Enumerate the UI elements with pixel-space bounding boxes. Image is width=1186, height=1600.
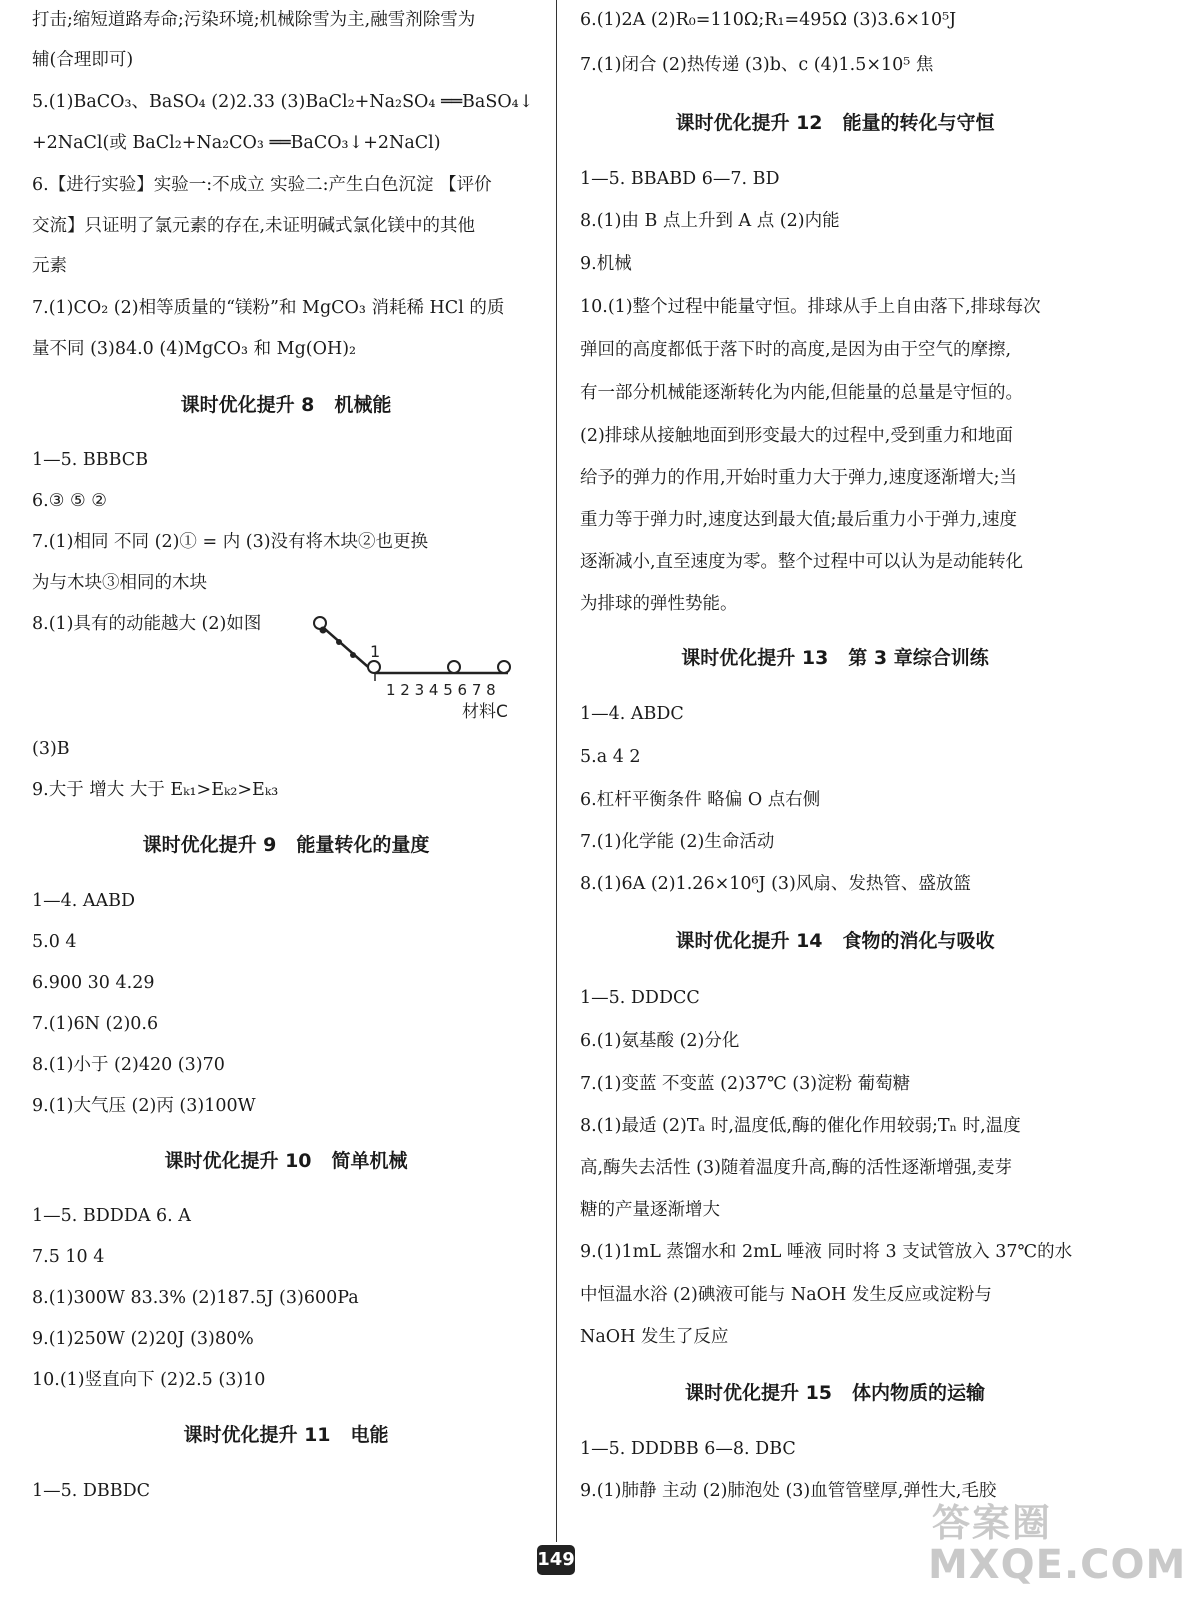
heading-label: 课时优化提升 12: [675, 112, 823, 134]
ball-dot: [336, 639, 342, 645]
heading-topic: 能量的转化与守恒: [842, 112, 995, 134]
text-line: (2)排球从接触地面到形变最大的过程中,受到重力和地面: [580, 426, 1013, 446]
section-heading-9: [32, 832, 540, 858]
section-heading-14: [580, 928, 1090, 954]
text-line: 1—5. BDDDA 6. A: [32, 1206, 191, 1226]
text-line: 7.(1)6N (2)0.6: [32, 1014, 159, 1034]
text-line: 1—5. DDDBB 6—8. DBC: [580, 1439, 796, 1459]
text-line: 量不同 (3)84.0 (4)MgCO₃ 和 Mg(OH)₂: [32, 339, 357, 359]
heading-label: 课时优化提升 9: [142, 834, 277, 856]
text-line: 1—5. BBABD 6—7. BD: [580, 169, 780, 189]
text-line: 7.(1)化学能 (2)生命活动: [580, 832, 775, 852]
text-line: 7.(1)闭合 (2)热传递 (3)b、c (4)1.5×10⁵ 焦: [580, 55, 934, 75]
text-line: 10.(1)整个过程中能量守恒。排球从手上自由落下,排球每次: [580, 297, 1041, 317]
text-line: 5.(1)BaCO₃、BaSO₄ (2)2.33 (3)BaCl₂+Na₂SO₄ ══BaSO₄↓: [32, 92, 534, 112]
text-line: 9.大于 增大 大于 Eₖ₁>Eₖ₂>Eₖ₃: [32, 780, 279, 800]
text-line: 9.(1)250W (2)20J (3)80%: [32, 1329, 254, 1349]
text-line: 交流】只证明了氯元素的存在,未证明碱式氯化镁中的其他: [32, 216, 476, 236]
heading-topic: 简单机械: [331, 1150, 408, 1172]
text-line: 9.(1)肺静 主动 (2)肺泡处 (3)血管管壁厚,弹性大,毛胶: [580, 1481, 997, 1501]
tick-labels: 1 2 3 4 5 6 7 8: [386, 681, 496, 699]
watermark-logo: [922, 1492, 1186, 1592]
text-line: 为排球的弹性势能。: [580, 594, 738, 614]
text-line: 8.(1)由 B 点上升到 A 点 (2)内能: [580, 211, 840, 231]
text-line: 10.(1)竖直向下 (2)2.5 (3)10: [32, 1370, 266, 1390]
text-line: 9.(1)大气压 (2)丙 (3)100W: [32, 1096, 256, 1116]
text-line: 1—5. DBBDC: [32, 1481, 151, 1501]
text-line: 1—5. DDDCC: [580, 988, 700, 1008]
text-line: 8.(1)小于 (2)420 (3)70: [32, 1055, 225, 1075]
heading-label: 课时优化提升 10: [164, 1150, 312, 1172]
text-line: 6.(1)氨基酸 (2)分化: [580, 1031, 740, 1051]
heading-topic: 电能: [350, 1424, 389, 1446]
section-heading-13: [580, 645, 1090, 671]
text-line: 6.杠杆平衡条件 略偏 O 点右侧: [580, 790, 821, 810]
text-line: 8.(1)300W 83.3% (2)187.5J (3)600Pa: [32, 1288, 359, 1308]
text-line: 9.机械: [580, 254, 632, 274]
heading-label: 课时优化提升 15: [684, 1382, 833, 1404]
text-line: 7.(1)变蓝 不变蓝 (2)37℃ (3)淀粉 葡萄糖: [580, 1074, 911, 1094]
heading-label: 课时优化提升 14: [675, 930, 823, 952]
section-heading-8: [32, 392, 540, 418]
text-line: 5.a 4 2: [580, 747, 641, 767]
text-line: 给予的弹力的作用,开始时重力大于弹力,速度逐渐增大;当: [580, 468, 1018, 488]
text-line: 8.(1)最适 (2)Tₐ 时,温度低,酶的催化作用较弱;Tₙ 时,温度: [580, 1116, 1021, 1136]
text-line: 6.③ ⑤ ②: [32, 491, 107, 511]
text-line: 5.0 4: [32, 932, 77, 952]
material-label: 材料C: [462, 702, 508, 722]
section-heading-12: [580, 110, 1090, 136]
ball-dot: [350, 652, 356, 658]
text-line: 中恒温水浴 (2)碘液可能与 NaOH 发生反应或淀粉与: [580, 1285, 992, 1305]
heading-topic: 第 3 章综合训练: [848, 647, 989, 669]
text-line: 9.(1)1mL 蒸馏水和 2mL 唾液 同时将 3 支试管放入 37℃的水: [580, 1242, 1073, 1262]
text-line: 糖的产量逐渐增大: [580, 1200, 720, 1220]
ramp-line: [318, 623, 375, 673]
text-line: 重力等于弹力时,速度达到最大值;最后重力小于弹力,速度: [580, 510, 1018, 530]
heading-label: 课时优化提升 8: [180, 394, 315, 416]
text-line: 弹回的高度都低于落下时的高度,是因为由于空气的摩擦,: [580, 340, 1012, 360]
section-heading-10: [32, 1148, 540, 1174]
text-line: 1—5. BBBCB: [32, 450, 149, 470]
text-line: 6.【进行实验】实验一:不成立 实验二:产生白色沉淀 【评价: [32, 175, 492, 195]
page-number: 149: [537, 1545, 575, 1575]
text-line: 打击;缩短道路寿命;污染环境;机械除雪为主,融雪剂除雪为: [32, 10, 476, 30]
heading-topic: 能量转化的量度: [296, 834, 430, 856]
watermark-bottom: MXQE.COM: [928, 1542, 1186, 1588]
column-divider: [556, 0, 557, 1542]
text-line: 7.(1)相同 不同 (2)① = 内 (3)没有将木块②也更换: [32, 532, 429, 552]
heading-label: 课时优化提升 13: [681, 647, 829, 669]
watermark-top: 答案圈: [932, 1501, 1053, 1545]
text-line: 6.(1)2A (2)R₀=110Ω;R₁=495Ω (3)3.6×10⁵J: [580, 10, 957, 30]
text-line: 有一部分机械能逐渐转化为内能,但能量的总量是守恒的。: [580, 383, 1024, 403]
text-line: (3)B: [32, 739, 70, 759]
text-line: 1—4. AABD: [32, 891, 136, 911]
text-line: 8.(1)具有的动能越大 (2)如图: [32, 614, 262, 634]
heading-topic: 机械能: [334, 394, 392, 416]
text-line: 6.900 30 4.29: [32, 973, 155, 993]
section-heading-15: [580, 1380, 1090, 1406]
text-line: NaOH 发生了反应: [580, 1327, 729, 1347]
text-line: 高,酶失去活性 (3)随着温度升高,酶的活性逐渐增强,麦芽: [580, 1158, 1013, 1178]
text-line: 8.(1)6A (2)1.26×10⁶J (3)风扇、发热管、盛放篮: [580, 874, 971, 894]
text-line: +2NaCl(或 BaCl₂+Na₂CO₃ ══BaCO₃↓+2NaCl): [32, 133, 441, 153]
ball-position-8: [498, 661, 510, 673]
ball-dot: [320, 627, 327, 634]
text-line: 1—4. ABDC: [580, 704, 684, 724]
heading-topic: 体内物质的运输: [852, 1382, 986, 1404]
label-1: 1: [370, 642, 381, 661]
ball-position-5: [448, 661, 460, 673]
text-line: 为与木块③相同的木块: [32, 573, 207, 593]
text-line: 辅(合理即可): [32, 50, 134, 70]
text-line: 7.(1)CO₂ (2)相等质量的“镁粉”和 MgCO₃ 消耗稀 HCl 的质: [32, 298, 505, 318]
heading-label: 课时优化提升 11: [183, 1424, 331, 1446]
rolling-ball-figure: [290, 605, 530, 720]
text-line: 7.5 10 4: [32, 1247, 105, 1267]
text-line: 逐渐减小,直至速度为零。整个过程中可以认为是动能转化: [580, 552, 1024, 572]
heading-topic: 食物的消化与吸收: [842, 930, 995, 952]
section-heading-11: [32, 1422, 540, 1448]
ball-position-1: [368, 661, 380, 673]
text-line: 元素: [32, 256, 67, 276]
